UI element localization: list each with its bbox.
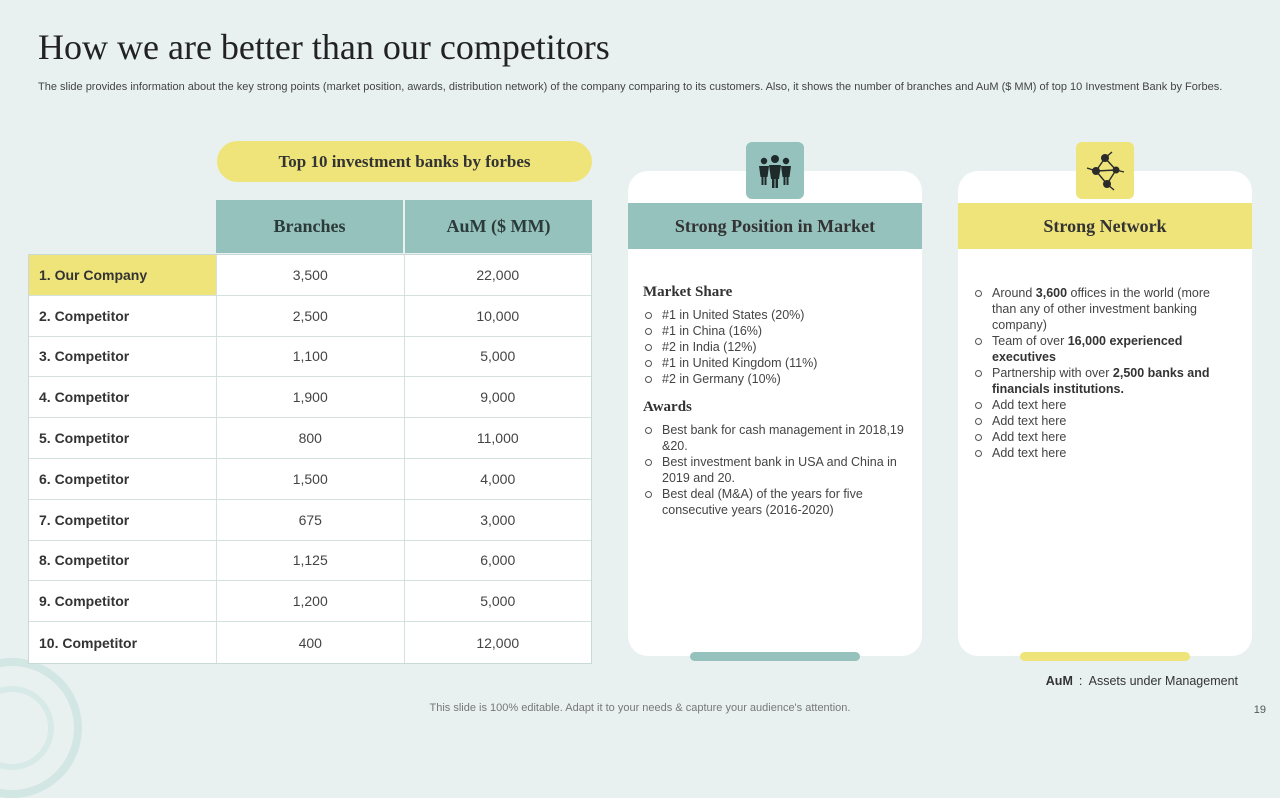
row-name: 7. Competitor: [29, 500, 217, 540]
row-branches: 1,200: [292, 593, 328, 610]
table-header: [216, 200, 592, 253]
column-header-branches: Branches: [273, 216, 346, 236]
table-row: [29, 541, 591, 582]
item-text: Around: [992, 286, 1036, 300]
network-icon: [1076, 142, 1134, 199]
list-item: #2 in Germany (10%): [643, 371, 907, 387]
row-aum: 12,000: [404, 622, 592, 663]
row-name: 2. Competitor: [29, 296, 217, 336]
item-text: Add text here: [992, 414, 1067, 428]
row-branches: 675: [298, 511, 322, 528]
row-aum: 5,000: [404, 581, 592, 621]
row-aum: 5,000: [404, 337, 592, 377]
item-text: offices in the world (more than any of other investment banking company): [992, 286, 1210, 332]
list-item: [973, 397, 1237, 413]
team-icon: [746, 142, 804, 199]
table-row: [29, 255, 591, 296]
table-row: [29, 622, 591, 663]
market-card-title: Strong Position in Market: [628, 203, 922, 249]
row-branches: 2,500: [292, 307, 328, 324]
legend-definition: Assets under Management: [1088, 674, 1238, 688]
legend-term: AuM: [1045, 674, 1073, 688]
list-item: Best investment bank in USA and China in 2019 and 20.: [643, 454, 907, 486]
list-item: Best deal (M&A) of the years for five consecutive years (2016-2020): [643, 486, 907, 518]
list-item: [973, 365, 1237, 397]
row-aum: 3,000: [404, 500, 592, 540]
row-name: 10. Competitor: [29, 622, 217, 663]
list-item: #1 in China (16%): [643, 323, 907, 339]
column-header-aum: AuM ($ MM): [403, 200, 592, 253]
row-aum: 6,000: [404, 541, 592, 581]
row-aum: 4,000: [404, 459, 592, 499]
table-title-pill: Top 10 investment banks by forbes: [217, 141, 592, 182]
awards-list: [643, 422, 907, 518]
item-text: Partnership with over: [992, 366, 1113, 380]
item-text: Add text here: [992, 446, 1067, 460]
list-item: #1 in United Kingdom (11%): [643, 355, 907, 371]
row-branches: 400: [298, 634, 322, 651]
row-aum: 9,000: [404, 377, 592, 417]
awards-heading: Awards: [643, 399, 692, 415]
list-item: #2 in India (12%): [643, 339, 907, 355]
market-card-accent-bar: [690, 652, 860, 661]
network-card-accent-bar: [1020, 652, 1190, 661]
row-branches: 800: [298, 430, 322, 447]
page-subtitle: The slide provides information about the key strong points (market position, awards, distribution network) of the company comparing to its customers. Also, it shows the number of branches and AuM ($ MM) of top 10 Investment Bank by Forbes.: [38, 81, 1223, 93]
footer-note: This slide is 100% editable. Adapt it to your needs & capture your audience's attention.: [429, 702, 851, 714]
market-position-card: [628, 171, 922, 656]
row-aum: 22,000: [404, 255, 592, 295]
row-branches: 1,900: [292, 389, 328, 406]
row-name: 9. Competitor: [29, 581, 217, 621]
row-aum: 11,000: [404, 418, 592, 458]
page-number: 19: [1253, 704, 1266, 716]
table-row: [29, 337, 591, 378]
row-branches: 1,100: [292, 348, 328, 365]
table-row: [29, 377, 591, 418]
row-aum: 10,000: [404, 296, 592, 336]
table-row: [29, 459, 591, 500]
list-item: Best bank for cash management in 2018,19 &20.: [643, 422, 907, 454]
market-share-list: [643, 307, 907, 387]
row-name: 6. Competitor: [29, 459, 217, 499]
row-name: 5. Competitor: [29, 418, 217, 458]
list-item: [973, 285, 1237, 333]
list-item: #1 in United States (20%): [643, 307, 907, 323]
table-row: [29, 418, 591, 459]
item-highlight: 16,000 experienced executives: [992, 334, 1183, 364]
item-highlight: 2,500 banks and financials institutions.: [992, 366, 1210, 396]
row-branches: 1,500: [292, 470, 328, 487]
item-highlight: 3,600: [1035, 286, 1068, 300]
legend-separator: :: [1078, 674, 1083, 688]
row-branches: 1,125: [292, 552, 328, 569]
aum-legend: [1046, 674, 1238, 688]
table-row: [29, 581, 591, 622]
market-share-heading: Market Share: [643, 284, 733, 300]
ranking-table: [28, 254, 592, 664]
row-name: 4. Competitor: [29, 377, 217, 417]
list-item: [973, 413, 1237, 429]
item-text: Add text here: [992, 430, 1067, 444]
row-name: 8. Competitor: [29, 541, 217, 581]
item-text: Add text here: [992, 398, 1067, 412]
table-row: [29, 296, 591, 337]
list-item: [973, 333, 1237, 365]
item-text: Team of over: [992, 334, 1068, 348]
network-card-title: Strong Network: [958, 203, 1252, 249]
row-name: 3. Competitor: [29, 337, 217, 377]
row-name: 1. Our Company: [29, 255, 217, 295]
row-branches: 3,500: [292, 266, 328, 283]
network-list: [973, 285, 1237, 461]
table-row: [29, 500, 591, 541]
list-item: [973, 429, 1237, 445]
page-title: How we are better than our competitors: [38, 27, 610, 67]
list-item: [973, 445, 1237, 461]
network-card: [958, 171, 1252, 656]
